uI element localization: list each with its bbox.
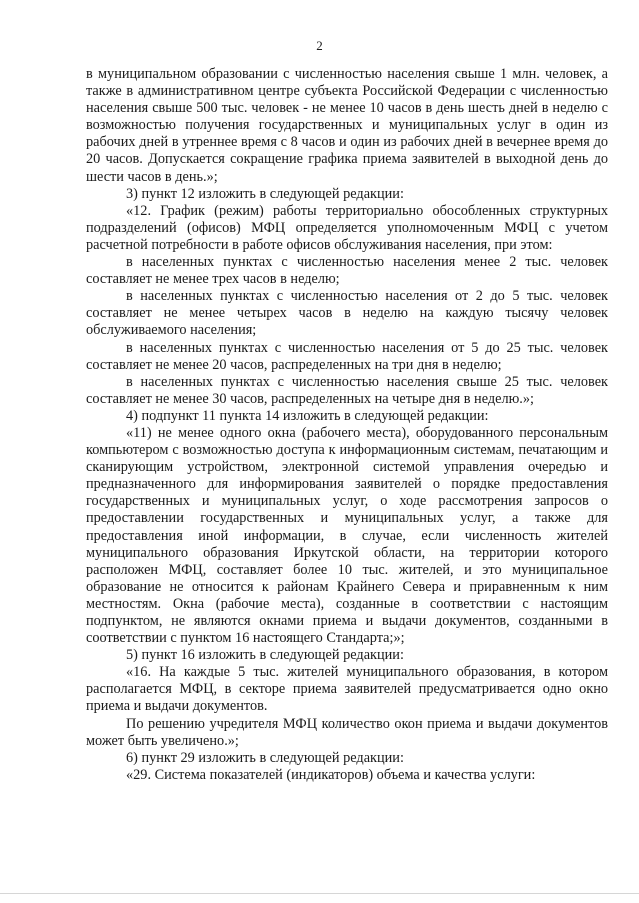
page-bottom-edge — [0, 893, 639, 894]
paragraph: в населенных пунктах с численностью населения от 2 до 5 тыс. человек составляет не менее четырех часов в неделю на каждую тысячу человек обслуживаемого населения; — [86, 288, 608, 339]
paragraph: «12. График (режим) работы территориально обособленных структурных подразделений (офисов) МФЦ определяется уполномоченным МФЦ с учетом расчетной потребности в работе офисов обслуживания населения, при этом: — [86, 202, 608, 253]
paragraph: 3) пункт 12 изложить в следующей редакции: — [126, 185, 404, 202]
paragraph: «11) не менее одного окна (рабочего места), оборудованного персональным компьютером с возможностью доступа к информационным системам, печатающим и сканирующим устройством, электронной системой управления очередью и предназначенного для информирования заявителей о порядке предоставления государственных и муниципальных услуг, о ходе рассмотрения запросов о предоставлении государственных и муниципальных услуг, а также для предоставления иной информации, в случае, если численность жителей муниципального образования Иркутской области, на территории которого расположен МФЦ, составляет более 10 тыс. жителей, и это муниципальное образование не относится к районам Крайнего Севера и приравненным к ним местностям. Окна (рабочие места), созданные в соответствии с настоящим подпунктом, не являются окнами приема и выдачи документов, созданными в соответствии с пунктом 16 настоящего Стандарта;»; — [86, 424, 608, 647]
paragraph: «16. На каждые 5 тыс. жителей муниципального образования, в котором располагается МФЦ, в секторе приема заявителей предусматривается одно окно приема и выдачи документов. — [86, 664, 608, 715]
paragraph: 4) подпункт 11 пункта 14 изложить в следующей редакции: — [126, 407, 489, 424]
paragraph: в муниципальном образовании с численностью населения свыше 1 млн. человек, а также в административном центре субъекта Российской Федерации с численностью населения свыше 500 тыс. человек - не менее 10 часов в день шесть дней в неделю с возможностью получения государственных и муниципальных услуг в один из рабочих дней в утреннее время с 8 часов и один из рабочих дней в вечернее время до 20 часов. Допускается сокращение графика приема заявителей в выходной день до шести часов в день.»; — [86, 66, 608, 185]
paragraph: в населенных пунктах с численностью населения от 5 до 25 тыс. человек составляет не менее 20 часов, распределенных на три дня в неделю; — [86, 339, 608, 373]
paragraph: 6) пункт 29 изложить в следующей редакции: — [126, 749, 404, 766]
paragraph: По решению учредителя МФЦ количество окон приема и выдачи документов может быть увеличено.»; — [86, 715, 608, 749]
paragraph: в населенных пунктах с численностью населения менее 2 тыс. человек составляет не менее трех часов в неделю; — [86, 254, 608, 288]
paragraph: в населенных пунктах с численностью населения свыше 25 тыс. человек составляет не менее 30 часов, распределенных на четыре дня в неделю.»; — [86, 373, 608, 407]
paragraph: «29. Система показателей (индикаторов) объема и качества услуги: — [126, 766, 536, 783]
page-number: 2 — [316, 38, 323, 53]
paragraph: 5) пункт 16 изложить в следующей редакции: — [126, 647, 404, 664]
document-body — [86, 66, 608, 784]
